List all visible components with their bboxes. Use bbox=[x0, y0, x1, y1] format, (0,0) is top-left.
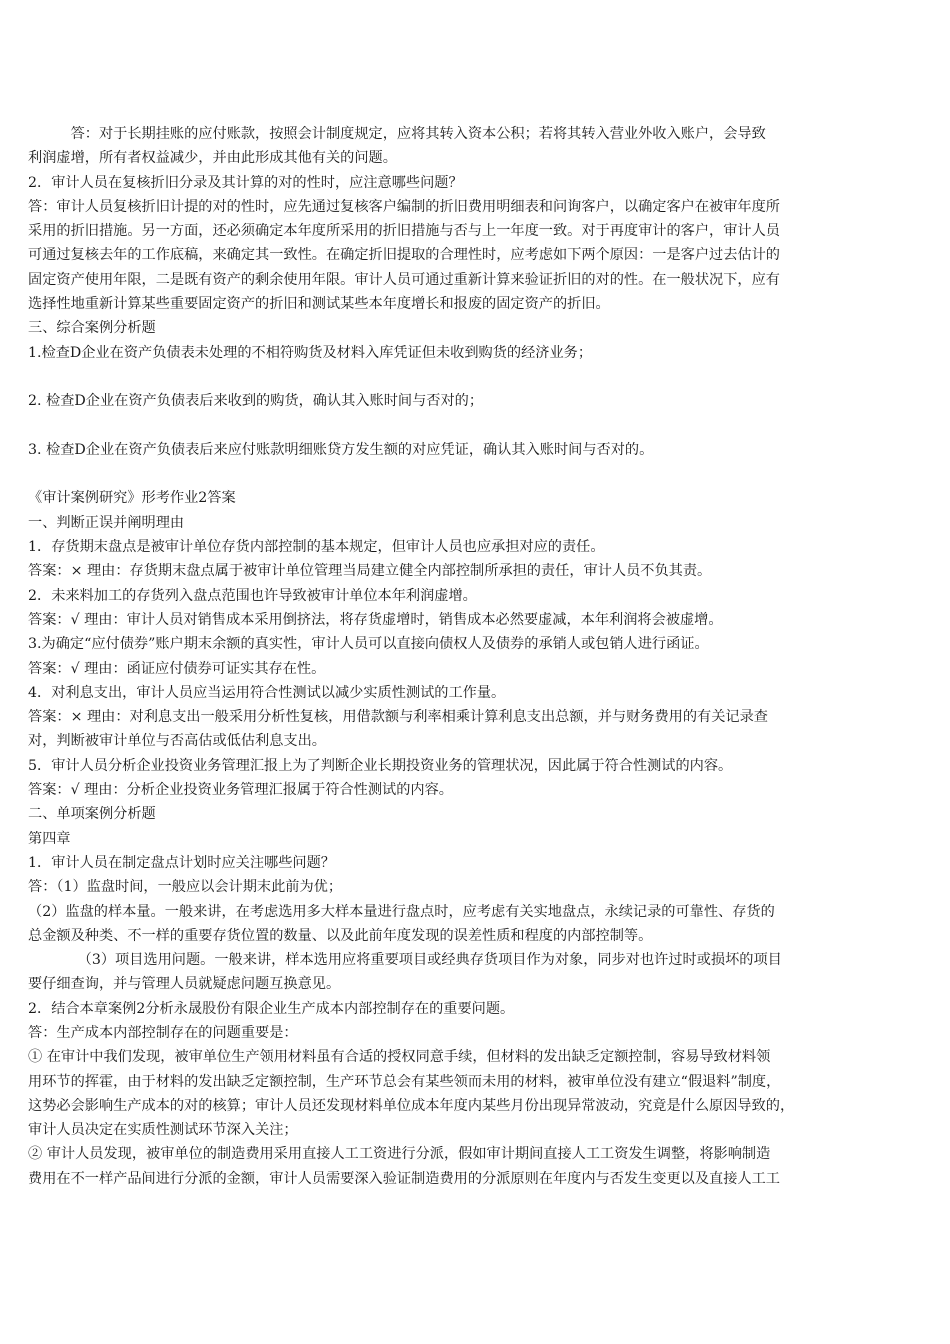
answer-paragraph-line: 利润虚增，所有者权益减少，并由此形成其他有关的问题。 bbox=[28, 150, 397, 167]
answer-paragraph-line: 固定资产使用年限，二是既有资产的剩余使用年限。审计人员可通过重新计算来验证折旧的对的性。在一般状况下，应有 bbox=[28, 271, 780, 288]
section-heading: 三、综合案例分析题 bbox=[28, 320, 156, 337]
answer-line: 总金额及种类、不一样的重要存货位置的数量、以及此前年度发现的误差性质和程度的内部控制等。 bbox=[28, 927, 653, 944]
document-page bbox=[28, 122, 922, 1191]
list-item: 3. 检查D企业在资产负债表后来应付账款明细账贷方发生额的对应凭证，确认其入账时间与否对的。 bbox=[28, 441, 654, 458]
question-heading: 4．对利息支出，审计人员应当运用符合性测试以减少实质性测试的工作量。 bbox=[28, 684, 506, 701]
answer-line: 用环节的挥霍，由于材料的发出缺乏定额控制，生产环节总会有某些领而未用的材料，被审单位没有建立“假退料”制度， bbox=[28, 1073, 781, 1090]
question-heading: 3.为确定“应付债券”账户期末余额的真实性，审计人员可以直接向债权人及债券的承销人或包销人进行函证。 bbox=[28, 636, 709, 653]
answer-line: 答：（1）监盘时间，一般应以会计期末此前为优； bbox=[28, 879, 343, 896]
answer-line: 答：生产成本内部控制存在的问题重要是： bbox=[28, 1024, 298, 1041]
chapter-heading: 第四章 bbox=[28, 830, 71, 847]
document-title: 《审计案例研究》形考作业2答案 bbox=[28, 490, 236, 507]
section-heading: 一、判断正误并阐明理由 bbox=[28, 514, 185, 531]
question-heading: 1．审计人员在制定盘点计划时应关注哪些问题？ bbox=[28, 854, 335, 871]
answer-line: 答案：× 理由：对利息支出一般采用分析性复核，用借款额与利率相乘计算利息支出总额，并与财务费用的有关记录查 bbox=[28, 709, 768, 726]
question-heading: 5．审计人员分析企业投资业务管理汇报上为了判断企业长期投资业务的管理状况，因此属于符合性测试的内容。 bbox=[28, 757, 733, 774]
answer-line: 答案：√ 理由：分析企业投资业务管理汇报属于符合性测试的内容。 bbox=[28, 782, 453, 799]
blank-line bbox=[28, 414, 922, 438]
answer-paragraph-line: 可通过复核去年的工作底稿，来确定其一致性。在确定折旧提取的合理性时，应考虑如下两个原因：一是客户过去估计的 bbox=[28, 247, 780, 264]
answer-line: ① 在审计中我们发现，被审单位生产领用材料虽有合适的授权同意手续，但材料的发出缺乏定额控制，容易导致材料领 bbox=[28, 1049, 771, 1066]
blank-line bbox=[28, 462, 922, 486]
section-heading: 二、单项案例分析题 bbox=[28, 806, 156, 823]
answer-line: （3）项目选用问题。一般来讲，样本选用应将重要项目或经典存货项目作为对象，同步对也许过时或损坏的项目 bbox=[28, 952, 782, 969]
answer-line: （2）监盘的样本量。一般来讲，在考虑选用多大样本量进行盘点时，应考虑有关实地盘点，永续记录的可靠性、存货的 bbox=[28, 903, 775, 920]
answer-paragraph-line: 选择性地重新计算某些重要固定资产的折旧和测试某些本年度增长和报废的固定资产的折旧。 bbox=[28, 296, 610, 313]
question-heading: 2．未来料加工的存货列入盘点范围也许导致被审计单位本年利润虚增。 bbox=[28, 587, 477, 604]
answer-line: 审计人员决定在实质性测试环节深入关注； bbox=[28, 1122, 298, 1139]
answer-line: 对，判断被审计单位与否高估或低估利息支出。 bbox=[28, 733, 326, 750]
answer-line: 这势必会影响生产成本的对的核算；审计人员还发现材料单位成本年度内某些月份出现异常波动，究竟是什么原因导致的， bbox=[28, 1097, 795, 1114]
question-heading: 2．审计人员在复核折旧分录及其计算的对的性时，应注意哪些问题？ bbox=[28, 174, 463, 191]
answer-line: ② 审计人员发现，被审单位的制造费用采用直接人工工资进行分派，假如审计期间直接人工工资发生调整，将影响制造 bbox=[28, 1146, 771, 1163]
answer-paragraph-line: 答：对于长期挂账的应付账款，按照会计制度规定，应将其转入资本公积；若将其转入营业外收入账户，会导致 bbox=[28, 126, 766, 142]
blank-line bbox=[28, 365, 922, 389]
list-item: 1.检查D企业在资产负债表未处理的不相符购货及材料入库凭证但未收到购货的经济业务； bbox=[28, 344, 593, 361]
answer-line: 要仔细查询，并与管理人员就疑虑问题互换意见。 bbox=[28, 976, 341, 993]
answer-line: 答案：√ 理由：审计人员对销售成本采用倒挤法，将存货虚增时，销售成本必然要虚减，本年利润将会被虚增。 bbox=[28, 611, 723, 628]
answer-paragraph-line: 答：审计人员复核折旧计提的对的性时，应先通过复核客户编制的折旧费用明细表和问询客户，以确定客户在被审年度所 bbox=[28, 198, 780, 215]
answer-paragraph-line: 采用的折旧措施。另一方面，还必须确定本年度所采用的折旧措施与否与上一年度一致。对于再度审计的客户，审计人员 bbox=[28, 223, 780, 240]
answer-line: 答案：× 理由：存货期末盘点属于被审计单位管理当局建立健全内部控制所承担的责任，审计人员不负其责。 bbox=[28, 563, 712, 580]
question-heading: 2．结合本章案例2分析永晟股份有限企业生产成本内部控制存在的重要问题。 bbox=[28, 1000, 515, 1017]
answer-line: 费用在不一样产品间进行分派的金额，审计人员需要深入验证制造费用的分派原则在年度内与否发生变更以及直接人工工 bbox=[28, 1170, 780, 1187]
question-heading: 1．存货期末盘点是被审计单位存货内部控制的基本规定，但审计人员也应承担对应的责任。 bbox=[28, 539, 605, 556]
answer-line: 答案：√ 理由：函证应付债券可证实其存在性。 bbox=[28, 660, 326, 677]
list-item: 2. 检查D企业在资产负债表后来收到的购货，确认其入账时间与否对的； bbox=[28, 393, 484, 410]
